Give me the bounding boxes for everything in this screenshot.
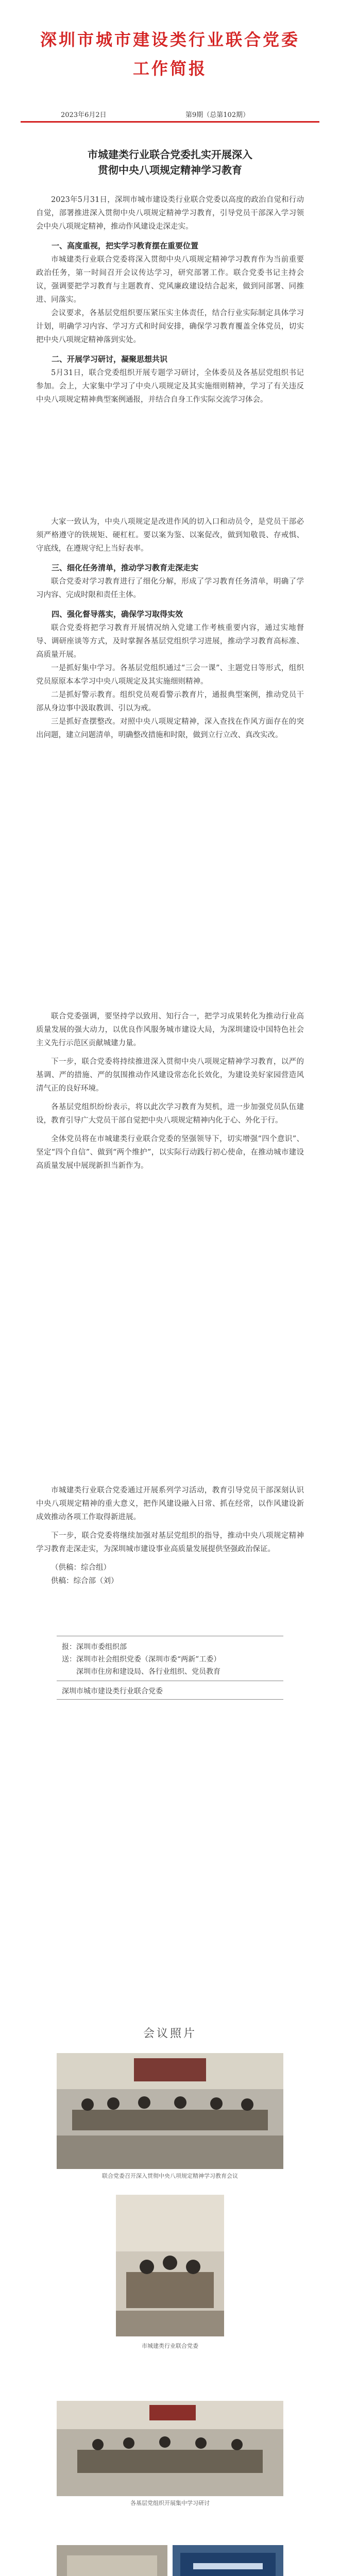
photos-title: 会议照片 [143, 2027, 197, 2040]
meeting-photo-1-image [57, 2053, 283, 2169]
paragraph: 三是抓好查摆整改。对照中央八项规定精神，深入查找在作风方面存在的突出问题，建立问题清单，明确整改措施和时限，做到立行立改、真改实改。 [36, 718, 304, 739]
paragraph: 2023年5月31日，深圳市城市建设类行业联合党委以高度的政治自觉和行动自觉，部署推进深入贯彻中央八项规定精神学习教育，引导党员干部深入学习领会中央八项规定精神，推动作风建设走深走实。 [36, 196, 304, 231]
send-label: 报： [62, 1643, 76, 1651]
paragraph: 联合党委将把学习教育开展情况纳入党建工作考核重要内容，通过实地督导、调研座谈等方式，及时掌握各基层党组织学习进展，推动学习教育高标准、高质量开展。 [36, 624, 304, 659]
paragraph: 一是抓好集中学习。各基层党组织通过“三会一课”、主题党日等形式，组织党员原原本本学习中央八项规定及其实施细则精神。 [36, 664, 304, 686]
article-title-line1: 市城建类行业联合党委扎实开展深入 [88, 148, 252, 161]
section-heading: 四、强化督导落实，确保学习取得实效 [52, 609, 183, 619]
article-title-line2: 贯彻中央八项规定精神学习教育 [98, 164, 242, 176]
org-title: 深圳市城市建设类行业联合党委 [40, 30, 300, 49]
paragraph: 下一步，联合党委将持续推进深入贯彻中央八项规定精神学习教育，以严的基调、严的措施、严的氛围推动作风建设常态化长效化，为建设美好家园营造风清气正的良好环境。 [36, 1058, 304, 1093]
paragraph: 大家一致认为，中央八项规定是改进作风的切入口和动员令，是党员干部必须严格遵守的铁规矩、硬杠杠。要以案为鉴、以案促改，做到知敬畏、存戒惧、守底线，在遵规守纪上当好表率。 [36, 518, 304, 553]
section-heading: 三、细化任务清单，推动学习教育走深走实 [52, 563, 199, 572]
article-body-part2 [36, 515, 304, 742]
paragraph: 5月31日，联合党委组织开展专题学习研讨，全体委员及各基层党组织书记参加。会上，大家集中学习了中央八项规定及其实施细则精神，学习了有关违反中央八项规定精神典型案例通报，并结合自身工作实际交流学习体会。 [36, 369, 304, 404]
send-to [62, 1641, 127, 1652]
article-body-part3 [36, 1010, 304, 1173]
issuer: 深圳市城市建设类行业联合党委 [62, 1687, 163, 1696]
copy-value-2: 深圳市住房和建设局、各行业组织、党员教育 [76, 1668, 220, 1676]
meeting-photo-2-image [116, 2195, 224, 2336]
paragraph: 市城建类行业联合党委通过开展系列学习活动，教育引导党员干部深刻认识中央八项规定精神的重大意义，把作风建设融入日常、抓在经常，以作风建设新成效推动各项工作取得新进展。 [36, 1486, 304, 1521]
meeting-photo-1 [57, 2053, 283, 2169]
copy-to [62, 1654, 220, 1664]
paragraph: 全体党员将在市城建类行业联合党委的坚强领导下，切实增强“四个意识”、坚定“四个自信”、做到“两个维护”，以实际行动践行初心使命，在推动城市建设高质量发展中展现新担当新作为。 [36, 1135, 304, 1170]
article-body-part4 [36, 1484, 304, 1588]
briefing-date: 2023年6月2日 [61, 111, 107, 119]
paragraph: 会议要求，各基层党组织要压紧压实主体责任，结合行业实际制定具体学习计划，明确学习内容、学习方式和时间安排，确保学习教育覆盖全体党员，切实把中央八项规定精神落到实处。 [36, 309, 304, 344]
copy-label: 送： [62, 1655, 76, 1664]
copy-value-1: 深圳市社会组织党委（深圳市委“两新”工委） [76, 1655, 221, 1664]
paragraph: （供稿：综合组） [51, 1564, 111, 1572]
footer-rule-bottom [57, 1699, 283, 1700]
meeting-photo-5 [173, 2545, 283, 2576]
header-red-rule [21, 121, 319, 123]
signature: 供稿：综合部（刘） [51, 1577, 118, 1585]
briefing-issue: 第9期（总第102期） [185, 111, 250, 119]
paragraph: 联合党委对学习教育进行了细化分解，形成了学习教育任务清单，明确了学习内容、完成时限和责任主体。 [36, 578, 304, 599]
paragraph: 各基层党组织纷纷表示，将以此次学习教育为契机，进一步加强党员队伍建设，教育引导广大党员干部自觉把中央八项规定精神内化于心、外化于行。 [36, 1103, 304, 1125]
meeting-photo-4 [57, 2545, 167, 2576]
paragraph: 联合党委强调，要坚持学以致用、知行合一，把学习成果转化为推动行业高质量发展的强大动力，以优良作风服务城市建设大局，为深圳建设中国特色社会主义先行示范区贡献城建力量。 [36, 1012, 304, 1047]
briefing-title: 工作简报 [132, 59, 207, 78]
meeting-photo-2 [116, 2195, 224, 2336]
send-value: 深圳市委组织部 [76, 1643, 127, 1651]
photo-caption-2: 市城建类行业联合党委 [142, 2343, 198, 2349]
article-title-block [0, 147, 340, 178]
photo-caption-3: 各基层党组织开展集中学习研讨 [130, 2500, 210, 2506]
meeting-photo-4-image [57, 2545, 167, 2576]
section-heading: 二、开展学习研讨，凝聚思想共识 [52, 354, 168, 364]
photo-caption-1: 联合党委召开深入贯彻中央八项规定精神学习教育会议 [102, 2173, 238, 2179]
article-body-part1 [36, 193, 304, 406]
paragraph: 市城建类行业联合党委将深入贯彻中央八项规定精神学习教育作为当前重要政治任务，第一时间召开会议传达学习，研究部署工作。联合党委书记主持会议，强调要把学习教育与主题教育、党风廉政建设结合起来，做到同部署、同推进、同落实。 [36, 256, 304, 304]
paragraph: 下一步，联合党委将继续加强对基层党组织的指导，推动中央八项规定精神学习教育走深走实，为深圳城市建设事业高质量发展提供坚强政治保证。 [36, 1532, 304, 1553]
meeting-photo-3-image [57, 2401, 283, 2496]
meeting-photo-5-image [173, 2545, 283, 2576]
section-heading: 一、高度重视，把实学习教育摆在重要位置 [52, 241, 199, 250]
paragraph: 二是抓好警示教育。组织党员观看警示教育片，通报典型案例，推动党员干部从身边事中汲取教训、引以为戒。 [36, 691, 304, 713]
briefing-header [0, 0, 340, 118]
meeting-photo-3 [57, 2401, 283, 2496]
